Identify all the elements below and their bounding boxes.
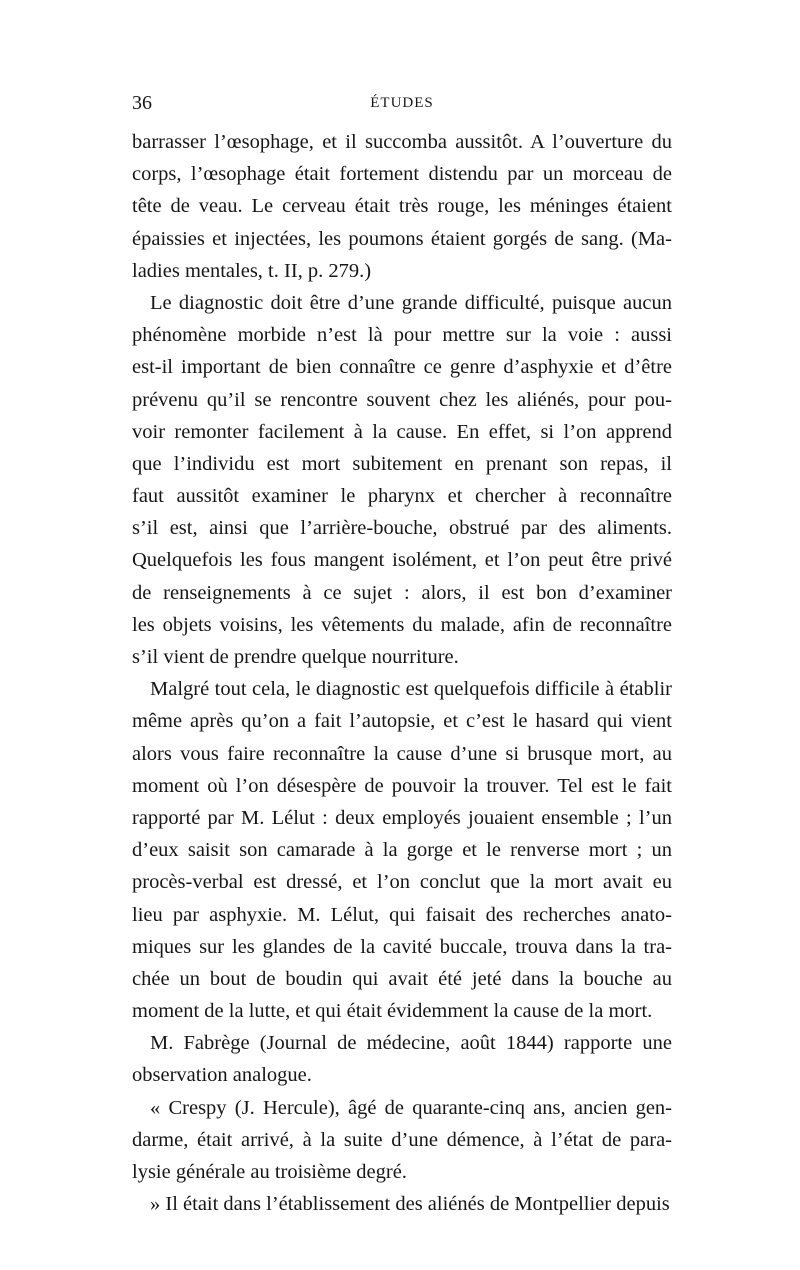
paragraph xyxy=(132,673,672,1027)
text-line: même après qu’on a fait l’autopsie, et c’est le hasard qui vient xyxy=(132,710,672,733)
page-number: 36 xyxy=(132,92,152,114)
text-line: s’il est, ainsi que l’arrière-bouche, obstrué par des aliments. xyxy=(132,517,672,540)
text-line: prévenu qu’il se rencontre souvent chez les aliénés, pour pou- xyxy=(132,388,672,411)
text-line: épaissies et injectées, les poumons étaient gorgés de sang. (Ma- xyxy=(132,227,672,250)
text-line: tête de veau. Le cerveau était très rouge, les méninges étaient xyxy=(132,195,672,218)
text-line: Le diagnostic doit être d’une grande difficulté, puisque aucun xyxy=(150,291,672,314)
text-line: s’il vient de prendre quelque nourriture. xyxy=(132,646,459,668)
text-line: moment de la lutte, et qui était évidemment la cause de la mort. xyxy=(132,1000,653,1023)
text-line: est-il important de bien connaître ce genre d’asphyxie et d’être xyxy=(132,356,672,379)
text-line: miques sur les glandes de la cavité buccale, trouva dans la tra- xyxy=(132,935,672,958)
text-line: faut aussitôt examiner le pharynx et chercher à reconnaître xyxy=(132,485,672,508)
text-line: M. Fabrège (Journal de médecine, août 1844) rapporte une xyxy=(150,1032,672,1055)
body-text xyxy=(132,126,672,1220)
text-line: phénomène morbide n’est là pour mettre sur la voie : aussi xyxy=(132,324,672,347)
text-line: Quelquefois les fous mangent isolément, et l’on peut être privé xyxy=(132,549,672,572)
text-line: les objets voisins, les vêtements du malade, afin de reconnaître xyxy=(132,613,672,636)
paragraph xyxy=(132,126,672,287)
text-line: procès-verbal est dressé, et l’on conclut que la mort avait eu xyxy=(132,871,672,894)
text-line: lysie générale au troisième degré. xyxy=(132,1161,407,1183)
text-line: d’eux saisit son camarade à la gorge et le renverse mort ; un xyxy=(132,839,672,862)
text-line: » Il était dans l’établissement des aliénés de Montpellier depuis xyxy=(150,1193,670,1216)
text-line: rapporté par M. Lélut : deux employés jouaient ensemble ; l’un xyxy=(132,806,672,829)
text-line: corps, l’œsophage était fortement distendu par un morceau de xyxy=(132,163,672,186)
text-line: alors vous faire reconnaître la cause d’une si brusque mort, au xyxy=(132,742,672,765)
text-line: de renseignements à ce sujet : alors, il est bon d’examiner xyxy=(132,581,672,604)
book-page xyxy=(132,92,672,1220)
running-head xyxy=(132,92,672,122)
text-line: lieu par asphyxie. M. Lélut, qui faisait des recherches anato- xyxy=(132,903,672,926)
paragraph xyxy=(132,287,672,673)
text-line: « Crespy (J. Hercule), âgé de quarante-cinq ans, ancien gen- xyxy=(150,1096,672,1119)
text-line: chée un bout de boudin qui avait été jeté dans la bouche au xyxy=(132,967,672,990)
paragraph xyxy=(132,1188,672,1220)
text-line: observation analogue. xyxy=(132,1064,312,1087)
paragraph xyxy=(132,1027,672,1091)
text-line: ladies mentales, t. II, p. 279.) xyxy=(132,259,372,282)
running-title: ÉTUDES xyxy=(370,95,434,111)
paragraph xyxy=(132,1092,672,1189)
text-line: moment où l’on désespère de pouvoir la trouver. Tel est le fait xyxy=(132,774,672,797)
text-line: que l’individu est mort subitement en prenant son repas, il xyxy=(132,452,672,475)
text-line: darme, était arrivé, à la suite d’une démence, à l’état de para- xyxy=(132,1128,672,1151)
text-line: voir remonter facilement à la cause. En effet, si l’on apprend xyxy=(132,420,672,443)
text-line: barrasser l’œsophage, et il succomba aussitôt. A l’ouverture du xyxy=(132,131,672,153)
text-line: Malgré tout cela, le diagnostic est quelquefois difficile à établir xyxy=(150,678,672,701)
